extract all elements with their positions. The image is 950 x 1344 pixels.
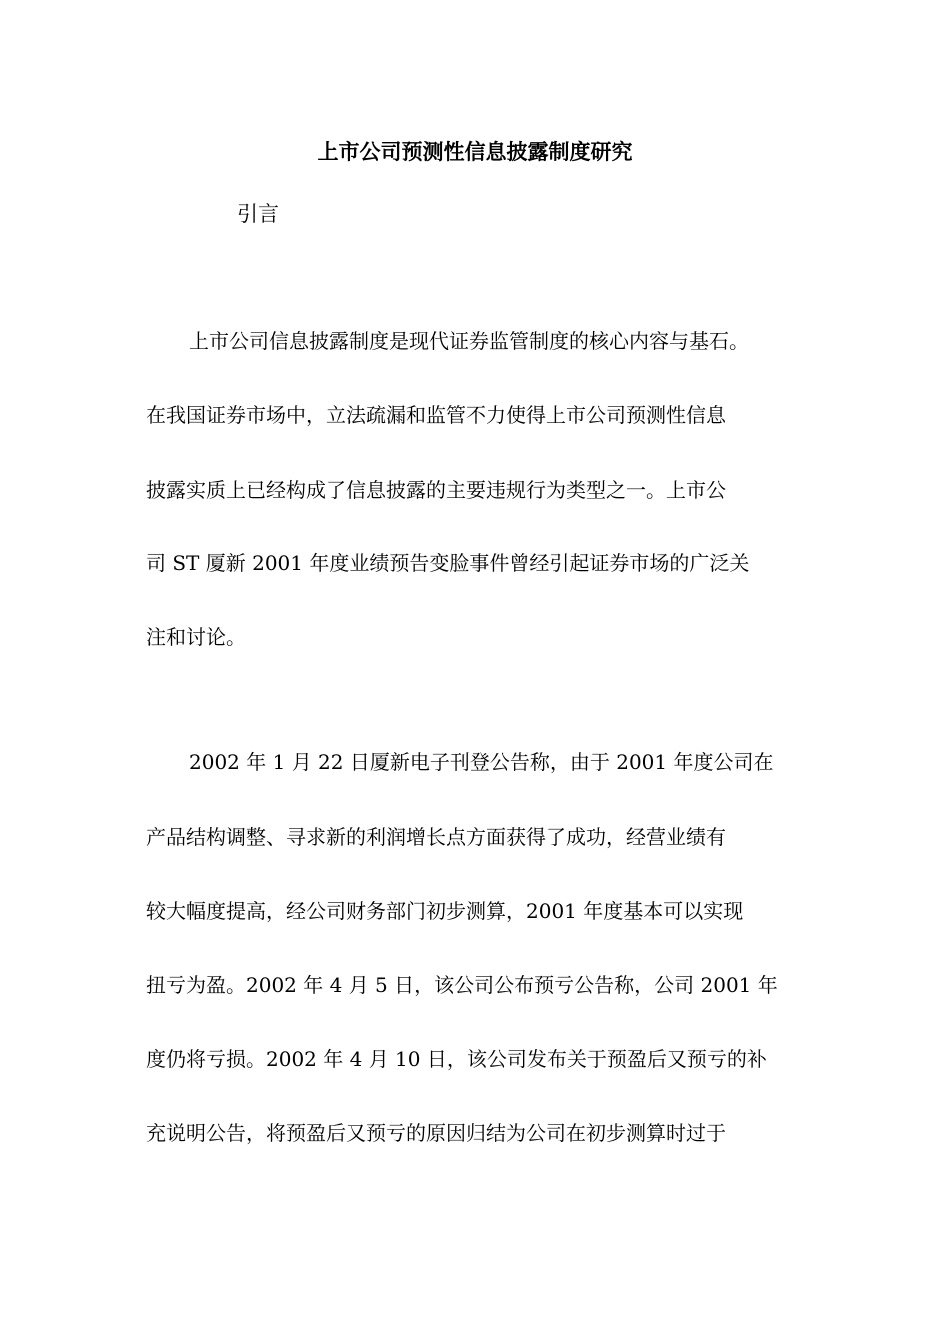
paragraph-line: 度仍将亏损。2002 年 4 月 10 日，该公司发布关于预盈后又预亏的补 [146, 1047, 767, 1071]
paragraph-line: 扭亏为盈。2002 年 4 月 5 日，该公司公布预亏公告称，公司 2001 年 [146, 973, 778, 997]
paragraph-line: 2002 年 1 月 22 日厦新电子刊登公告称，由于 2001 年度公司在 [189, 750, 774, 774]
paragraph-line: 司 ST 厦新 2001 年度业绩预告变脸事件曾经引起证券市场的广泛关 [146, 551, 750, 575]
paragraph-line: 上市公司信息披露制度是现代证券监管制度的核心内容与基石。 [189, 329, 749, 353]
paragraph-line: 注和讨论。 [146, 625, 246, 649]
paragraph-line: 在我国证券市场中，立法疏漏和监管不力使得上市公司预测性信息 [146, 403, 726, 427]
paragraph-line: 较大幅度提高，经公司财务部门初步测算，2001 年度基本可以实现 [146, 899, 744, 923]
section-heading: 引言 [237, 202, 279, 226]
document-title: 上市公司预测性信息披露制度研究 [317, 139, 633, 164]
paragraph-line: 充说明公告，将预盈后又预亏的原因归结为公司在初步测算时过于 [146, 1121, 726, 1145]
paragraph-line: 产品结构调整、寻求新的利润增长点方面获得了成功，经营业绩有 [146, 825, 726, 849]
paragraph-line: 披露实质上已经构成了信息披露的主要违规行为类型之一。上市公 [146, 478, 726, 502]
